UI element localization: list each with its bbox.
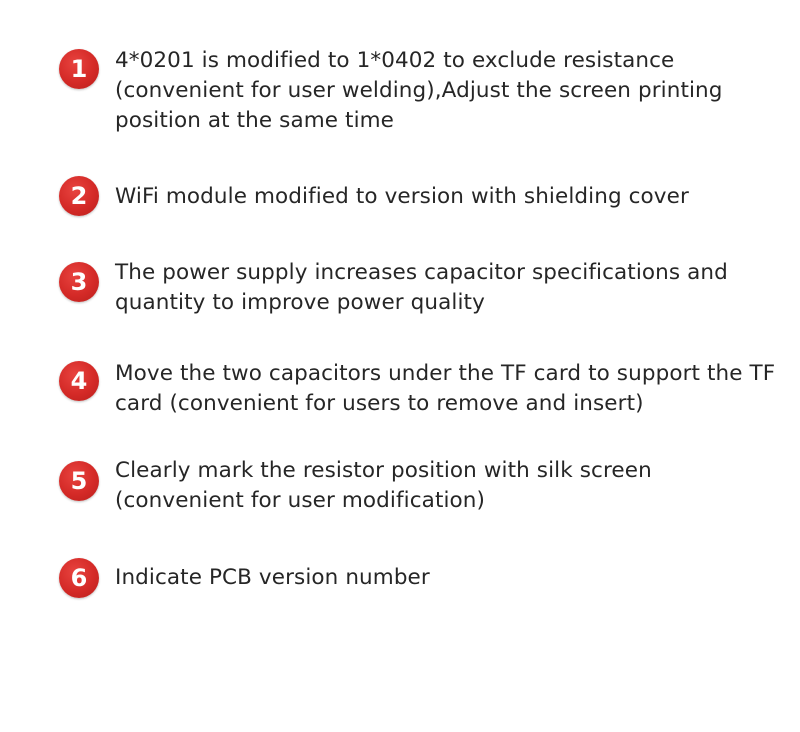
item-text-6: Indicate PCB version number	[115, 565, 430, 590]
item-text-5: Clearly mark the resistor position with silk screen (convenient for user modification)	[115, 458, 652, 513]
item-text-3: The power supply increases capacitor specifications and quantity to improve power quality	[115, 260, 728, 315]
number-badge-6: 6	[59, 558, 99, 598]
number-badge-4: 4	[59, 361, 99, 401]
number-badge-5: 5	[59, 461, 99, 501]
number-badge-3: 3	[59, 262, 99, 302]
item-text-2: WiFi module modified to version with shielding cover	[115, 184, 689, 209]
item-text-1: 4*0201 is modified to 1*0402 to exclude resistance (convenient for user welding),Adjust the screen printing position at the same time	[115, 48, 723, 133]
item-text-4: Move the two capacitors under the TF card to support the TF card (convenient for users to remove and insert)	[115, 361, 776, 416]
number-badge-1: 1	[59, 49, 99, 89]
number-badge-2: 2	[59, 176, 99, 216]
